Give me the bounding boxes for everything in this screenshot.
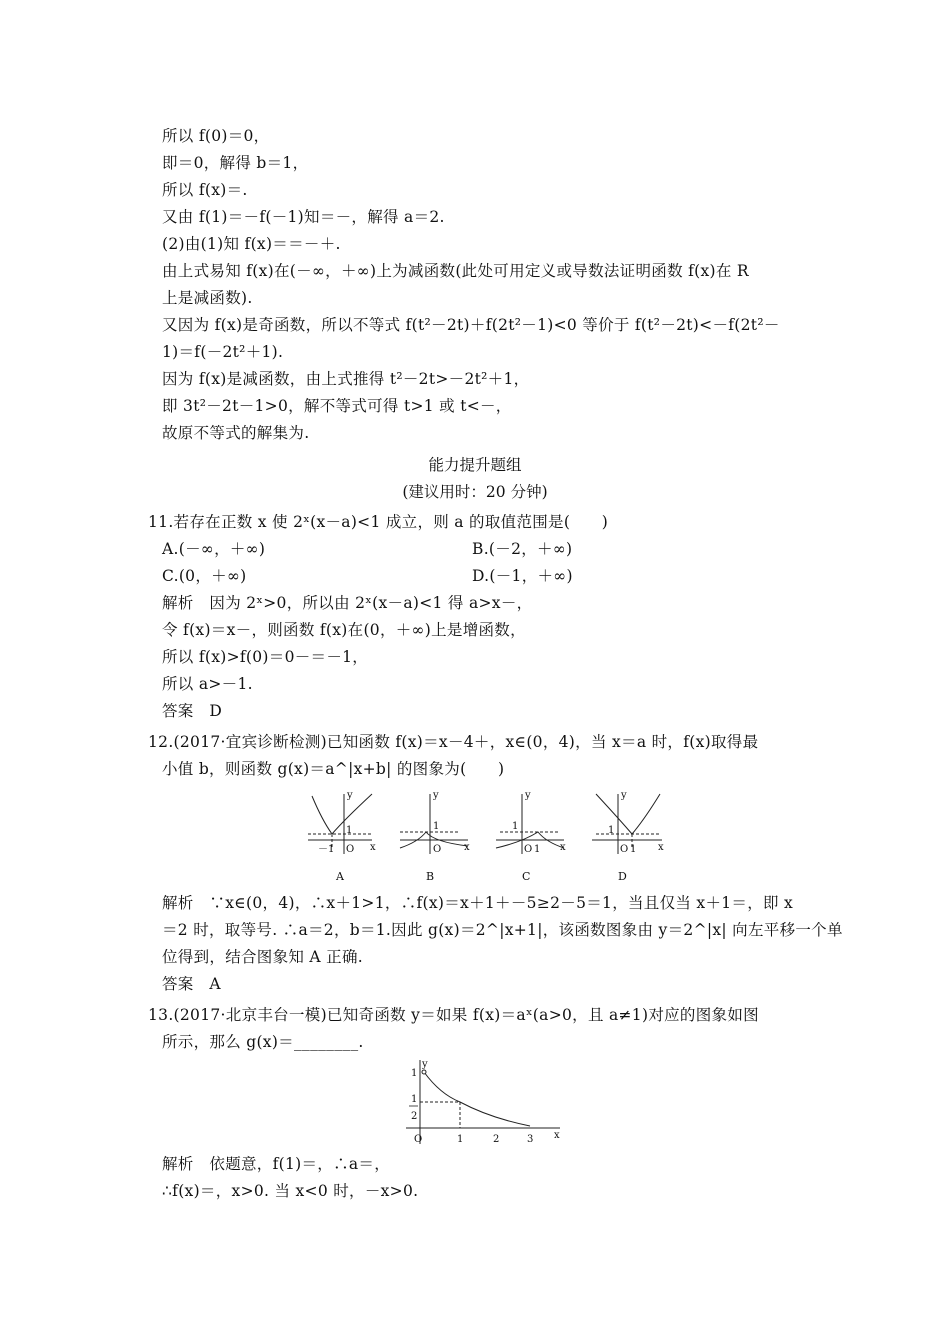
question-stem: 11.若存在正数 x 使 2ˣ(x－a)<1 成立，则 a 的取值范围是( ) [148,513,609,531]
axis-x-label: x [560,842,566,853]
option-d: D.(－1，＋∞) [472,567,573,585]
text-line: 1)＝f(－2t²＋1). [162,343,284,361]
axis-y-label: y [347,790,353,801]
section-title: 能力提升题组 [428,456,522,474]
tick-label: 1 [608,825,615,836]
tick-label: 1 [411,1068,418,1079]
exponential-graph-svg [400,1058,570,1148]
solution-line: 解析 依题意，f(1)＝，∴a＝， [162,1155,391,1173]
question-stem: 13.(2017·北京丰台一模)已知奇函数 y＝如果 f(x)＝aˣ(a>0，且 a≠1)对应的图象如图 [148,1006,759,1024]
axis-y-label: y [525,790,531,801]
graph-options-figure [300,790,670,860]
axis-y-label: y [621,790,627,801]
solution-line: 令 f(x)＝x－，则函数 f(x)在(0，＋∞)上是增函数， [162,621,526,639]
graph-option-letters [300,868,670,884]
tick-label: 1 [411,1094,418,1105]
origin-label: O [620,844,629,855]
axis-x-label: x [658,842,664,853]
solution-line: ∴f(x)＝，x>0. 当 x<0 时，－x>0. [162,1182,419,1200]
tick-label: 1 [457,1134,464,1145]
text-line: 故原不等式的解集为. [162,424,310,442]
exponential-graph-figure [400,1058,570,1148]
axis-x-label: x [370,842,376,853]
option-b: B.(－2，＋∞) [472,540,573,558]
solution-line: 位得到，结合图象知 A 正确. [162,948,363,966]
tick-label: 1 [346,825,353,836]
axis-y-label: y [422,1059,428,1070]
text-line: 即 3t²－2t－1>0，解不等式可得 t>1 或 t<－， [162,397,512,415]
tick-label: －1 [318,844,335,855]
graph-options-svg [300,790,670,860]
solution-line: 所以 a>－1. [162,675,253,693]
text-line: 所以 f(0)＝0， [162,127,270,145]
text-line: (2)由(1)知 f(x)＝＝－＋. [162,235,341,253]
text-line: 由上式易知 f(x)在(－∞，＋∞)上为减函数(此处可用定义或导数法证明函数 f(x)在 R [162,262,749,280]
option-c: C.(0，＋∞) [162,567,247,585]
question-stem: 小值 b，则函数 g(x)＝a^|x+b| 的图象为( ) [162,760,505,778]
text-line: 所以 f(x)＝. [162,181,248,199]
graph-label-a: A [336,870,344,883]
tick-label: 1 [534,844,541,855]
solution-line: ＝2 时，取等号. ∴a＝2，b＝1.因此 g(x)＝2^|x+1|，该函数图象由 y＝2^|x| 向左平移一个单 [162,921,843,939]
question-stem: 所示，那么 g(x)＝________. [162,1033,364,1051]
solution-line: 所以 f(x)>f(0)＝0－＝－1， [162,648,369,666]
graph-label-d: D [618,870,627,883]
graph-label-b: B [426,870,435,883]
tick-label: 2 [493,1134,500,1145]
text-line: 又因为 f(x)是奇函数，所以不等式 f(t²－2t)＋f(2t²－1)<0 等价于 f(t²－2t)<－f(2t²－ [162,316,780,334]
origin-label: O [524,844,533,855]
tick-label: 1 [630,844,637,855]
origin-label: O [346,844,355,855]
tick-label: 1 [512,821,519,832]
text-line: 又由 f(1)＝－f(－1)知＝－，解得 a＝2. [162,208,445,226]
origin-label: O [414,1134,423,1145]
answer-line: 答案 A [162,975,221,993]
text-line: 上是减函数). [162,289,253,307]
origin-label: O [433,844,442,855]
question-stem: 12.(2017·宜宾诊断检测)已知函数 f(x)＝x－4＋，x∈(0，4)，当 x＝a 时，f(x)取得最 [148,733,759,751]
axis-x-label: x [464,842,470,853]
answer-line: 答案 D [162,702,223,720]
solution-line: 解析 ∵x∈(0，4)，∴x＋1>1，∴f(x)＝x＋1＋－5≥2－5＝1，当且仅当 x＋1＝，即 x [162,894,794,912]
section-subtitle: (建议用时：20 分钟) [402,483,548,501]
option-a: A.(－∞，＋∞) [162,540,266,558]
axis-x-label: x [554,1130,560,1141]
graph-label-c: C [522,870,531,883]
axis-y-label: y [433,790,439,801]
text-line: 即＝0，解得 b＝1， [162,154,309,172]
tick-label: 1 [433,821,440,832]
text-line: 因为 f(x)是减函数，由上式推得 t²－2t>－2t²＋1， [162,370,530,388]
solution-line: 解析 因为 2ˣ>0，所以由 2ˣ(x－a)<1 得 a>x－， [162,594,533,612]
tick-label: 2 [411,1111,418,1122]
tick-label: 3 [527,1134,534,1145]
